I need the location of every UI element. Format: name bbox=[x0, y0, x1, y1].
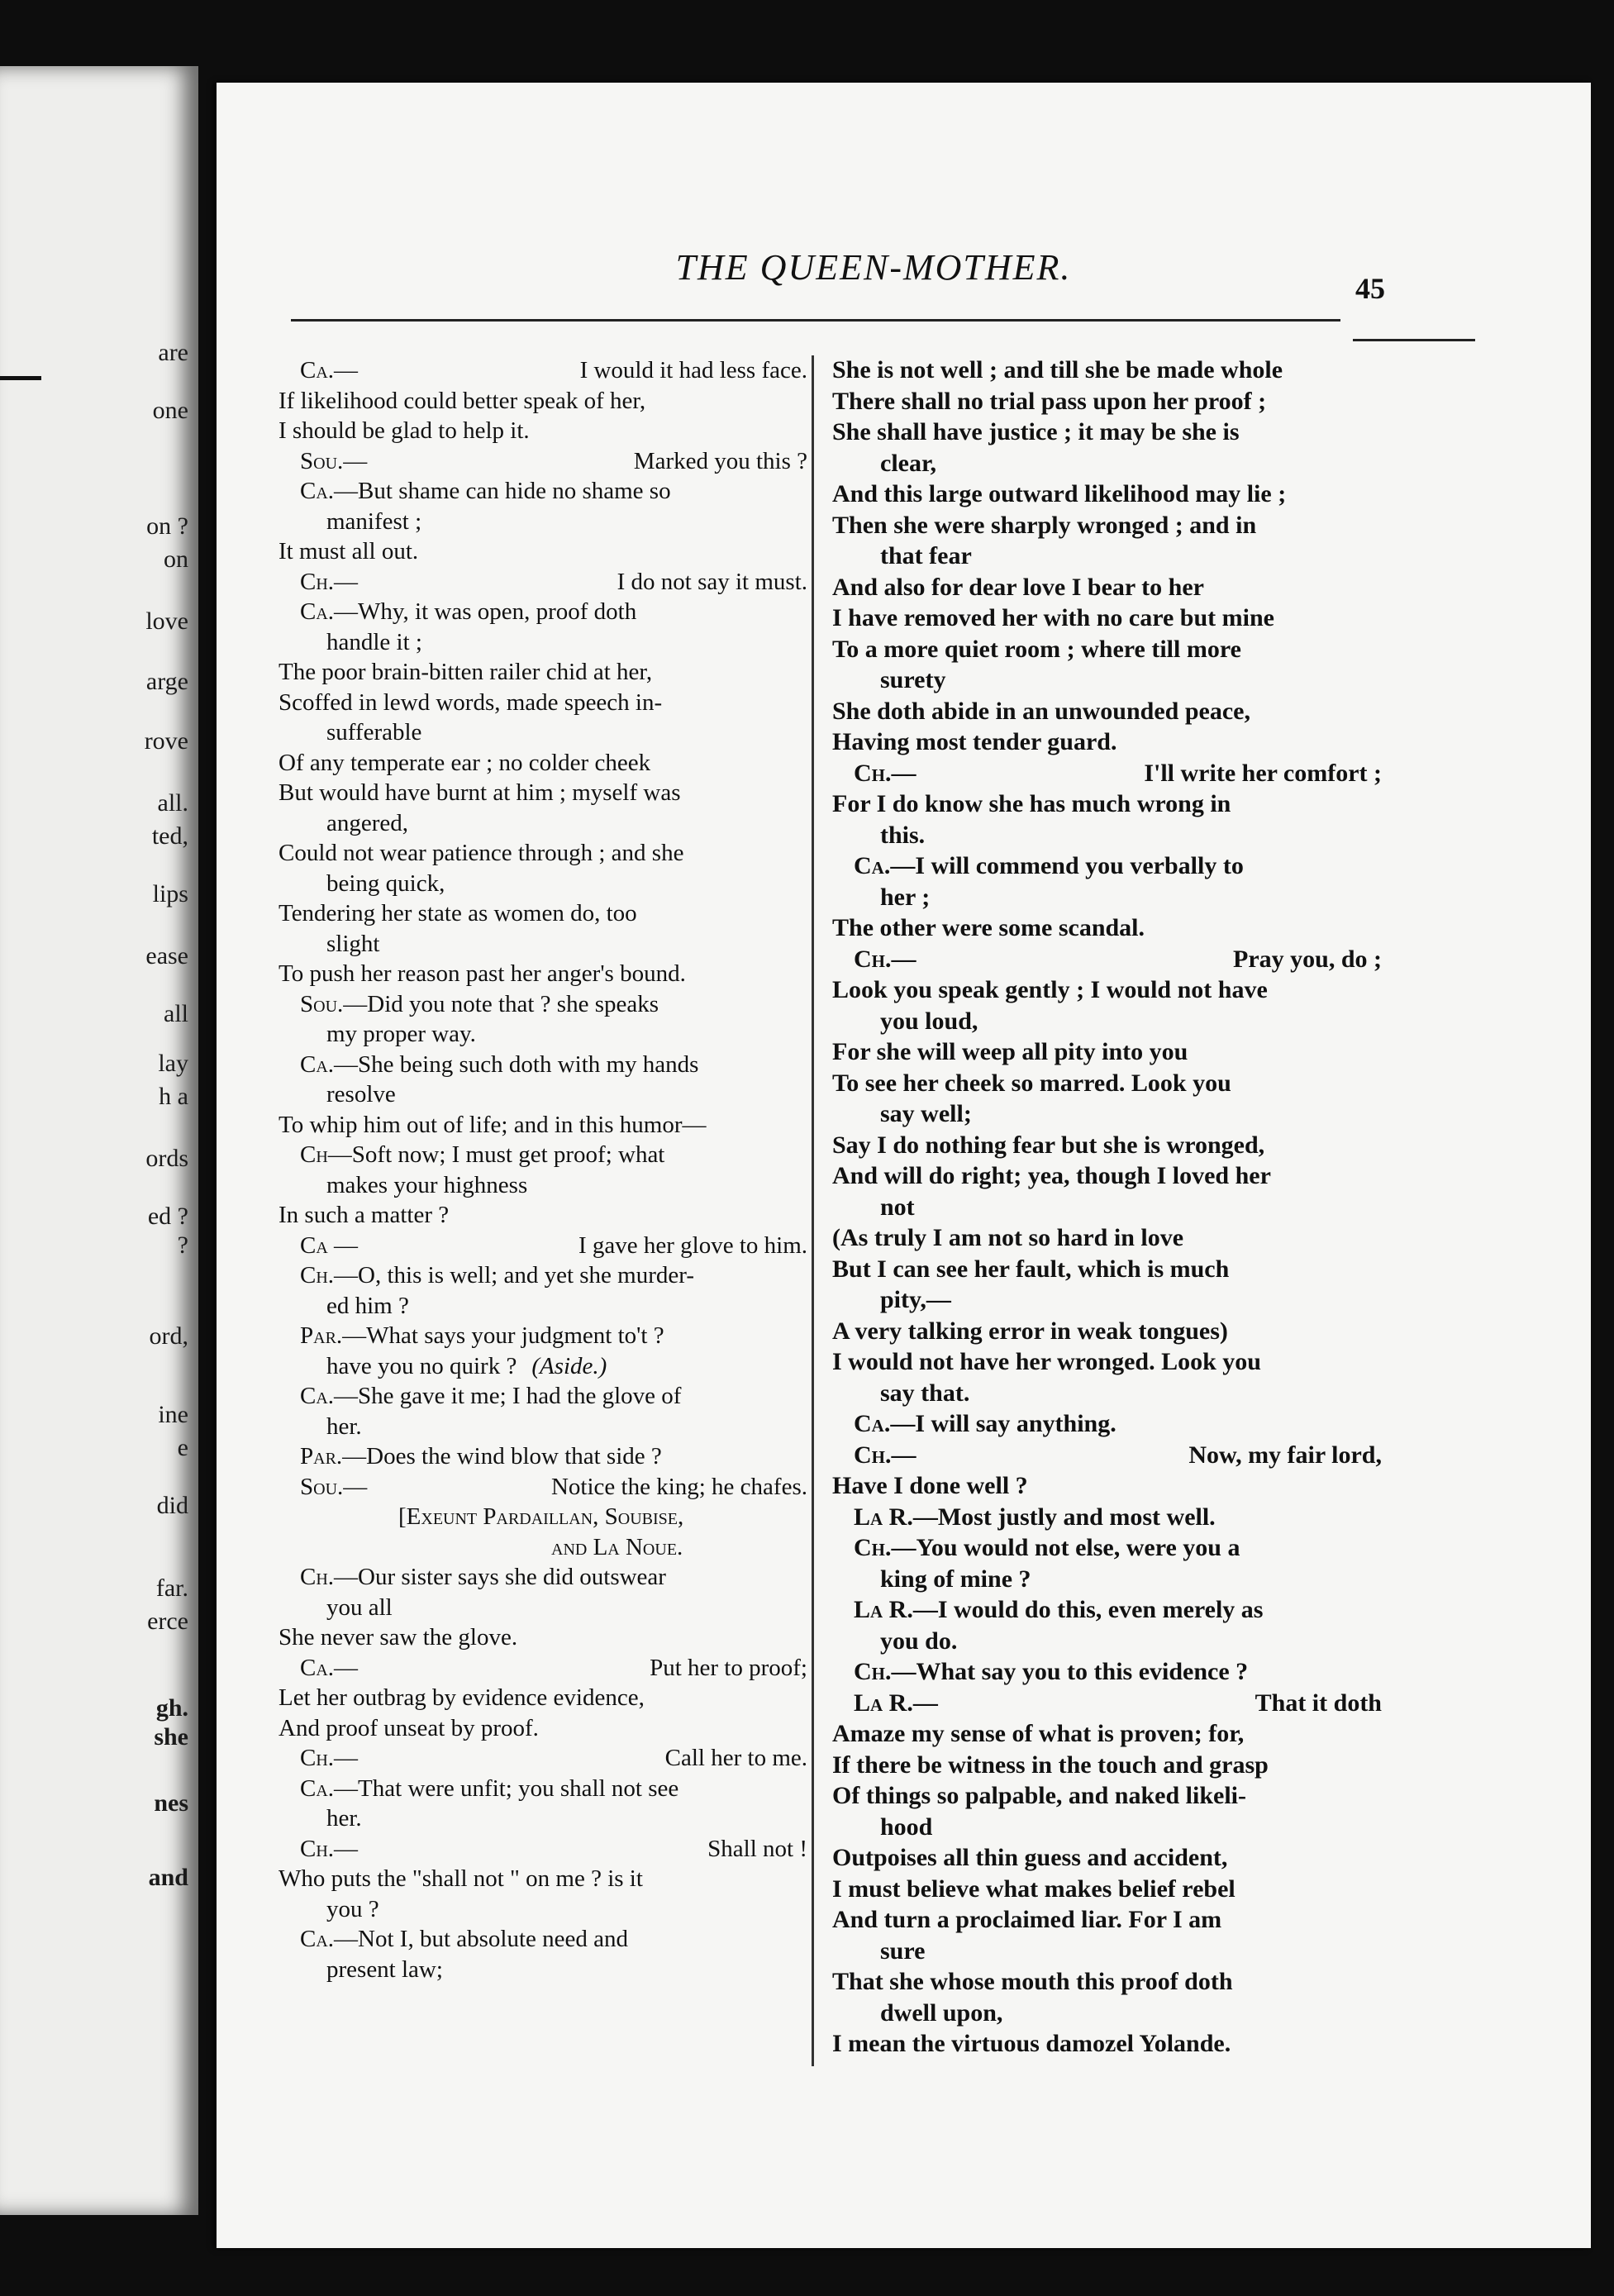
text-line bbox=[279, 778, 807, 808]
verse-text: She is not well ; and till she be made whole bbox=[832, 356, 1283, 383]
dialogue-text: —But shame can hide no shame so bbox=[334, 478, 671, 504]
verse-text: That she whose mouth this proof doth bbox=[832, 1968, 1233, 1995]
text-line bbox=[832, 1347, 1382, 1379]
dialogue-text: —She being such doth with my hands bbox=[334, 1050, 699, 1078]
facing-page-fragment: ord, bbox=[149, 1322, 188, 1350]
facing-page-fragment: far. bbox=[155, 1574, 188, 1602]
verse-text: Let her outbrag by evidence evidence, bbox=[279, 1684, 645, 1711]
verse-text: The other were some scandal. bbox=[832, 914, 1145, 941]
stage-direction: and La Noue. bbox=[551, 1533, 683, 1560]
text-line bbox=[279, 959, 807, 989]
text-line bbox=[279, 1653, 807, 1684]
text-line bbox=[279, 1924, 807, 1955]
facing-page-fragment: love bbox=[145, 607, 188, 635]
text-line bbox=[279, 1441, 807, 1472]
stage-direction: [Exeunt Pardaillan, Soubise, bbox=[398, 1503, 684, 1530]
dialogue-text: —Most justly and most well. bbox=[912, 1503, 1216, 1531]
facing-page-fragment: ed ? bbox=[147, 1203, 188, 1230]
facing-page-fragment: are bbox=[158, 339, 188, 366]
facing-page-fragment: she bbox=[154, 1723, 188, 1751]
verse-text: To push her reason past her anger's bound. bbox=[279, 960, 686, 987]
speaker-name: Ca. bbox=[854, 852, 891, 879]
text-line bbox=[832, 1533, 1382, 1565]
verse-text: She doth abide in an unwounded peace, bbox=[832, 697, 1250, 725]
speaker-name: La R. bbox=[854, 1503, 913, 1531]
text-line bbox=[279, 929, 807, 960]
text-line bbox=[832, 603, 1382, 635]
text-line bbox=[832, 417, 1382, 449]
text-line bbox=[832, 511, 1382, 542]
header-rule-short bbox=[1353, 339, 1475, 341]
verse-text: And also for dear love I bear to her bbox=[832, 573, 1204, 601]
speaker-name: La R.— bbox=[854, 1689, 938, 1717]
facing-page-fragment: ease bbox=[145, 942, 188, 969]
text-line bbox=[832, 1967, 1382, 1998]
facing-page-fragment: erce bbox=[147, 1608, 188, 1635]
verse-text: angered, bbox=[326, 809, 409, 836]
text-line bbox=[279, 1200, 807, 1231]
text-line bbox=[832, 1317, 1382, 1348]
verse-text: hood bbox=[880, 1813, 933, 1841]
dialogue-text: —What say you to this evidence ? bbox=[891, 1658, 1249, 1685]
dialogue-text: —You would not else, were you a bbox=[891, 1534, 1240, 1561]
facing-page-rule bbox=[0, 376, 41, 380]
dialogue-text: —Not I, but absolute need and bbox=[334, 1926, 629, 1952]
text-line bbox=[832, 1843, 1382, 1874]
text-line bbox=[279, 1622, 807, 1653]
facing-page-fragment: ords bbox=[145, 1145, 188, 1172]
verse-text: makes your highness bbox=[326, 1171, 528, 1198]
text-line bbox=[279, 748, 807, 779]
page-number: 45 bbox=[1355, 272, 1385, 305]
facing-page-fragment: one bbox=[152, 397, 188, 424]
text-line bbox=[279, 1381, 807, 1412]
dialogue-text: Now, my fair lord, bbox=[1188, 1441, 1382, 1469]
verse-text: that fear bbox=[880, 542, 972, 569]
text-line bbox=[832, 387, 1382, 418]
text-line bbox=[832, 449, 1382, 480]
verse-text: her. bbox=[326, 1412, 362, 1440]
text-line bbox=[279, 1110, 807, 1141]
text-line bbox=[832, 1719, 1382, 1751]
speaker-name: Ca. bbox=[300, 1926, 335, 1952]
verse-text: Of things so palpable, and naked likeli- bbox=[832, 1782, 1246, 1809]
facing-page-fragment: and bbox=[148, 1864, 188, 1891]
verse-text: pity,— bbox=[880, 1286, 951, 1313]
verse-text: I must believe what makes belief rebel bbox=[832, 1874, 1235, 1903]
verse-text: say well; bbox=[880, 1100, 972, 1127]
verse-text: If likelihood could better speak of her, bbox=[279, 387, 646, 414]
verse-text: For I do know she has much wrong in bbox=[832, 790, 1231, 817]
dialogue-text: Call her to me. bbox=[664, 1745, 807, 1771]
dialogue-text: That it doth bbox=[1255, 1689, 1382, 1717]
verse-text: I should be glad to help it. bbox=[279, 417, 530, 444]
verse-text: In such a matter ? bbox=[279, 1202, 450, 1228]
text-line bbox=[832, 1441, 1382, 1472]
text-line bbox=[279, 1170, 807, 1201]
verse-text: And this large outward likelihood may lie ; bbox=[832, 480, 1287, 507]
speaker-name: Ca.— bbox=[300, 1654, 359, 1681]
verse-text: handle it ; bbox=[326, 628, 422, 655]
verse-text: She never saw the glove. bbox=[279, 1624, 518, 1651]
text-line bbox=[279, 567, 807, 598]
facing-page-fragment: ted, bbox=[151, 822, 188, 850]
header-rule bbox=[291, 319, 1340, 322]
dialogue-text: —Our sister says she did outswear bbox=[334, 1564, 666, 1590]
text-line bbox=[279, 1562, 807, 1593]
verse-text: you do. bbox=[880, 1627, 958, 1655]
verse-text: Scoffed in lewd words, made speech in- bbox=[279, 688, 663, 716]
verse-text: It must all out. bbox=[279, 538, 419, 564]
speaker-name: Ch.— bbox=[854, 759, 917, 787]
speaker-name: Sou.— bbox=[300, 447, 368, 474]
text-line bbox=[832, 665, 1382, 697]
speaker-name: Ch.— bbox=[300, 1745, 359, 1771]
speaker-name: Ch. bbox=[854, 1534, 892, 1561]
text-line bbox=[279, 1683, 807, 1713]
text-line bbox=[832, 1657, 1382, 1689]
dialogue-text: Marked you this ? bbox=[633, 447, 807, 474]
text-line bbox=[832, 1874, 1382, 1906]
text-line bbox=[832, 883, 1382, 914]
text-line bbox=[832, 2029, 1382, 2060]
text-line bbox=[279, 1291, 807, 1322]
text-line bbox=[832, 697, 1382, 728]
dialogue-text: —I would do this, even merely as bbox=[912, 1596, 1264, 1623]
aside-direction: (Aside.) bbox=[531, 1352, 607, 1379]
verse-text: Have I done well ? bbox=[832, 1472, 1028, 1499]
book-page bbox=[217, 83, 1591, 2248]
dialogue-text: —What says your judgment to't ? bbox=[342, 1322, 664, 1349]
verse-text: this. bbox=[880, 821, 926, 849]
text-line bbox=[279, 1140, 807, 1170]
text-line bbox=[832, 759, 1382, 790]
text-line bbox=[832, 1905, 1382, 1936]
text-line bbox=[279, 1532, 807, 1563]
speaker-name: Ch.— bbox=[300, 1835, 359, 1862]
text-line bbox=[279, 597, 807, 627]
text-line bbox=[832, 1037, 1382, 1069]
text-line bbox=[832, 1193, 1382, 1224]
verse-text: She shall have justice ; it may be she is bbox=[832, 418, 1240, 445]
verse-text: Then she were sharply wronged ; and in bbox=[832, 511, 1257, 539]
text-line bbox=[279, 1803, 807, 1834]
facing-page-fragment: ? bbox=[177, 1231, 188, 1259]
verse-text: Say I do nothing fear but she is wronged, bbox=[832, 1131, 1265, 1159]
text-line bbox=[832, 541, 1382, 573]
text-line bbox=[279, 657, 807, 688]
text-line bbox=[832, 355, 1382, 387]
verse-text: And proof unseat by proof. bbox=[279, 1714, 539, 1741]
facing-page-fragment: h a bbox=[159, 1083, 188, 1110]
text-line bbox=[279, 808, 807, 839]
text-line bbox=[279, 507, 807, 537]
verse-text: And turn a proclaimed liar. For I am bbox=[832, 1906, 1222, 1933]
text-line bbox=[832, 1998, 1382, 2030]
facing-page bbox=[0, 66, 198, 2215]
facing-page-fragment: on ? bbox=[146, 512, 188, 540]
text-line bbox=[832, 913, 1382, 945]
text-line bbox=[832, 1069, 1382, 1100]
verse-text: resolve bbox=[326, 1081, 396, 1108]
verse-text: To whip him out of life; and in this humor— bbox=[279, 1111, 707, 1138]
verse-text: Amaze my sense of what is proven; for, bbox=[832, 1720, 1245, 1747]
speaker-name: Par. bbox=[300, 1322, 343, 1349]
verse-text: manifest ; bbox=[326, 507, 422, 535]
dialogue-text: I do not say it must. bbox=[617, 568, 807, 595]
verse-text: (As truly I am not so hard in love bbox=[832, 1224, 1184, 1251]
verse-text: Who puts the "shall not " on me ? is it bbox=[279, 1865, 643, 1892]
verse-text: If there be witness in the touch and grasp bbox=[832, 1751, 1269, 1779]
verse-text: I mean the virtuous damozel Yolande. bbox=[832, 2030, 1231, 2057]
verse-text: you loud, bbox=[880, 1007, 978, 1035]
text-line bbox=[832, 1627, 1382, 1658]
verse-text: I would not have her wronged. Look you bbox=[832, 1348, 1261, 1375]
speaker-name: Ch bbox=[300, 1141, 328, 1168]
text-line bbox=[832, 1471, 1382, 1503]
text-line bbox=[279, 1351, 807, 1382]
text-line bbox=[832, 851, 1382, 883]
text-line bbox=[279, 1593, 807, 1623]
text-line bbox=[279, 355, 807, 386]
text-line bbox=[279, 1019, 807, 1050]
text-line bbox=[279, 1955, 807, 1985]
text-line bbox=[832, 1565, 1382, 1596]
text-line bbox=[832, 1751, 1382, 1782]
text-line bbox=[279, 386, 807, 417]
verse-text: Of any temperate ear ; no colder cheek bbox=[279, 749, 651, 776]
verse-text: clear, bbox=[880, 449, 937, 477]
text-line bbox=[832, 573, 1382, 604]
facing-page-fragment: all. bbox=[157, 789, 188, 817]
dialogue-text: —Did you note that ? she speaks bbox=[343, 990, 659, 1017]
text-line bbox=[832, 1161, 1382, 1193]
speaker-name: Sou. bbox=[300, 990, 344, 1017]
facing-page-fragment: all bbox=[164, 1000, 188, 1027]
text-line bbox=[279, 1050, 807, 1080]
text-line bbox=[279, 1321, 807, 1351]
speaker-name: Ch. bbox=[300, 1262, 335, 1289]
dialogue-text: Put her to proof; bbox=[650, 1654, 807, 1681]
speaker-name: Ca. bbox=[300, 1050, 335, 1078]
verse-text: I have removed her with no care but mine bbox=[832, 604, 1274, 631]
left-column bbox=[279, 355, 807, 1984]
dialogue-text: —Why, it was open, proof doth bbox=[334, 598, 637, 625]
text-line bbox=[279, 1260, 807, 1291]
text-line bbox=[279, 536, 807, 567]
dialogue-text: —Does the wind blow that side ? bbox=[342, 1443, 662, 1470]
speaker-name: Ca. bbox=[300, 1383, 335, 1409]
text-line bbox=[279, 898, 807, 929]
verse-text: her ; bbox=[880, 883, 931, 911]
dialogue-text: —O, this is well; and yet she murder- bbox=[334, 1262, 694, 1289]
verse-text: slight bbox=[326, 930, 380, 957]
verse-text: To see her cheek so marred. Look you bbox=[832, 1069, 1231, 1097]
verse-text: you all bbox=[326, 1593, 393, 1621]
verse-text: my proper way. bbox=[326, 1021, 476, 1047]
text-line bbox=[832, 1285, 1382, 1317]
verse-text: Outpoises all thin guess and accident, bbox=[832, 1844, 1228, 1871]
dialogue-text: Notice the king; he chafes. bbox=[550, 1473, 807, 1500]
text-line bbox=[279, 1412, 807, 1442]
text-line bbox=[832, 1503, 1382, 1534]
speaker-name: Ch. bbox=[854, 1658, 892, 1685]
speaker-name: Par. bbox=[300, 1443, 343, 1470]
right-column bbox=[832, 355, 1382, 2060]
text-line bbox=[279, 1231, 807, 1261]
dialogue-text: I would it had less face. bbox=[579, 357, 807, 383]
verse-text: being quick, bbox=[326, 869, 445, 897]
text-line bbox=[832, 1255, 1382, 1286]
verse-text: king of mine ? bbox=[880, 1565, 1031, 1593]
speaker-name: Ch.— bbox=[854, 945, 917, 973]
text-line bbox=[832, 975, 1382, 1007]
dialogue-text: —I will say anything. bbox=[890, 1410, 1116, 1437]
dialogue-text: I gave her glove to him. bbox=[578, 1231, 807, 1259]
text-line bbox=[832, 727, 1382, 759]
verse-text: There shall no trial pass upon her proof ; bbox=[832, 387, 1267, 415]
verse-text: Tendering her state as women do, too bbox=[279, 900, 637, 926]
text-line bbox=[832, 1223, 1382, 1255]
text-line bbox=[832, 945, 1382, 976]
text-line bbox=[832, 1131, 1382, 1162]
verse-text: ed him ? bbox=[326, 1292, 409, 1319]
text-line bbox=[279, 1834, 807, 1865]
verse-text: Look you speak gently ; I would not have bbox=[832, 976, 1268, 1003]
verse-text: sure bbox=[880, 1936, 926, 1965]
verse-text: Could not wear patience through ; and she bbox=[279, 840, 684, 866]
facing-page-fragment: rove bbox=[144, 727, 188, 755]
text-line bbox=[279, 627, 807, 658]
facing-page-fragment: ine bbox=[158, 1401, 188, 1428]
dialogue-text: I'll write her comfort ; bbox=[1144, 759, 1382, 787]
text-line bbox=[279, 416, 807, 446]
running-title: THE QUEEN-MOTHER. bbox=[675, 247, 1072, 288]
verse-text: dwell upon, bbox=[880, 1998, 1003, 2027]
speaker-name: Ca. bbox=[854, 1410, 891, 1437]
verse-text: For she will weep all pity into you bbox=[832, 1038, 1188, 1065]
text-line bbox=[279, 1894, 807, 1925]
text-line bbox=[279, 717, 807, 748]
dialogue-text: Pray you, do ; bbox=[1233, 945, 1382, 973]
text-line bbox=[279, 869, 807, 899]
speaker-name: La R. bbox=[854, 1596, 913, 1623]
dialogue-text: —That were unfit; you shall not see bbox=[334, 1774, 679, 1802]
text-line bbox=[832, 1409, 1382, 1441]
text-line bbox=[832, 479, 1382, 511]
dialogue-text: —She gave it me; I had the glove of bbox=[334, 1383, 682, 1409]
text-line bbox=[832, 1781, 1382, 1813]
verse-text: To a more quiet room ; where till more bbox=[832, 635, 1241, 663]
text-line bbox=[832, 635, 1382, 666]
speaker-name: Ca.— bbox=[300, 357, 359, 383]
verse-text: But I can see her fault, which is much bbox=[832, 1255, 1230, 1283]
text-line bbox=[279, 476, 807, 507]
speaker-name: Ch. bbox=[300, 1564, 335, 1590]
column-divider bbox=[812, 355, 814, 2066]
text-line bbox=[832, 1595, 1382, 1627]
text-line bbox=[279, 1774, 807, 1804]
speaker-name: Sou.— bbox=[300, 1473, 368, 1500]
text-line bbox=[279, 989, 807, 1020]
text-line bbox=[832, 1099, 1382, 1131]
dialogue-text: —Soft now; I must get proof; what bbox=[327, 1141, 665, 1168]
facing-page-fragment: lay bbox=[158, 1050, 188, 1077]
verse-text: Having most tender guard. bbox=[832, 728, 1117, 755]
text-line bbox=[279, 1502, 807, 1532]
verse-text: you ? bbox=[326, 1895, 379, 1922]
text-line bbox=[832, 1936, 1382, 1968]
verse-text: have you no quirk ? bbox=[326, 1352, 517, 1379]
verse-text: sufferable bbox=[326, 719, 422, 745]
text-line bbox=[279, 688, 807, 718]
text-line bbox=[832, 789, 1382, 821]
text-line bbox=[832, 1007, 1382, 1038]
text-line bbox=[279, 446, 807, 477]
speaker-name: Ca. bbox=[300, 478, 335, 504]
verse-text: And will do right; yea, though I loved her bbox=[832, 1162, 1271, 1189]
verse-text: not bbox=[880, 1193, 915, 1221]
verse-text: surety bbox=[880, 666, 946, 693]
facing-page-fragment: gh. bbox=[155, 1694, 188, 1722]
facing-page-fragment: arge bbox=[145, 668, 188, 695]
verse-text: present law; bbox=[326, 1955, 443, 1983]
text-line bbox=[279, 1079, 807, 1110]
text-line bbox=[832, 1379, 1382, 1410]
facing-page-fragment: did bbox=[156, 1492, 188, 1519]
verse-text: But would have burnt at him ; myself was bbox=[279, 779, 681, 806]
facing-page-fragment: nes bbox=[154, 1789, 188, 1817]
speaker-name: Ch.— bbox=[300, 568, 359, 595]
verse-text: A very talking error in weak tongues) bbox=[832, 1317, 1228, 1345]
text-line bbox=[832, 1813, 1382, 1844]
verse-text: The poor brain-bitten railer chid at her, bbox=[279, 659, 653, 685]
speaker-name: Ca. bbox=[300, 598, 335, 625]
text-line bbox=[279, 838, 807, 869]
text-line bbox=[279, 1472, 807, 1503]
facing-page-fragment: e bbox=[177, 1434, 188, 1461]
dialogue-text: Shall not ! bbox=[707, 1835, 807, 1862]
verse-text: say that. bbox=[880, 1379, 970, 1407]
facing-page-fragment: on bbox=[164, 545, 188, 573]
facing-page-fragment: lips bbox=[152, 880, 188, 907]
speaker-name: Ca — bbox=[300, 1231, 359, 1259]
text-line bbox=[279, 1864, 807, 1894]
text-line bbox=[832, 1689, 1382, 1720]
verse-text: her. bbox=[326, 1805, 362, 1832]
speaker-name: Ch.— bbox=[854, 1441, 917, 1469]
text-line bbox=[279, 1713, 807, 1744]
text-line bbox=[832, 821, 1382, 852]
dialogue-text: —I will commend you verbally to bbox=[890, 852, 1244, 879]
text-line bbox=[279, 1743, 807, 1774]
speaker-name: Ca. bbox=[300, 1774, 335, 1802]
